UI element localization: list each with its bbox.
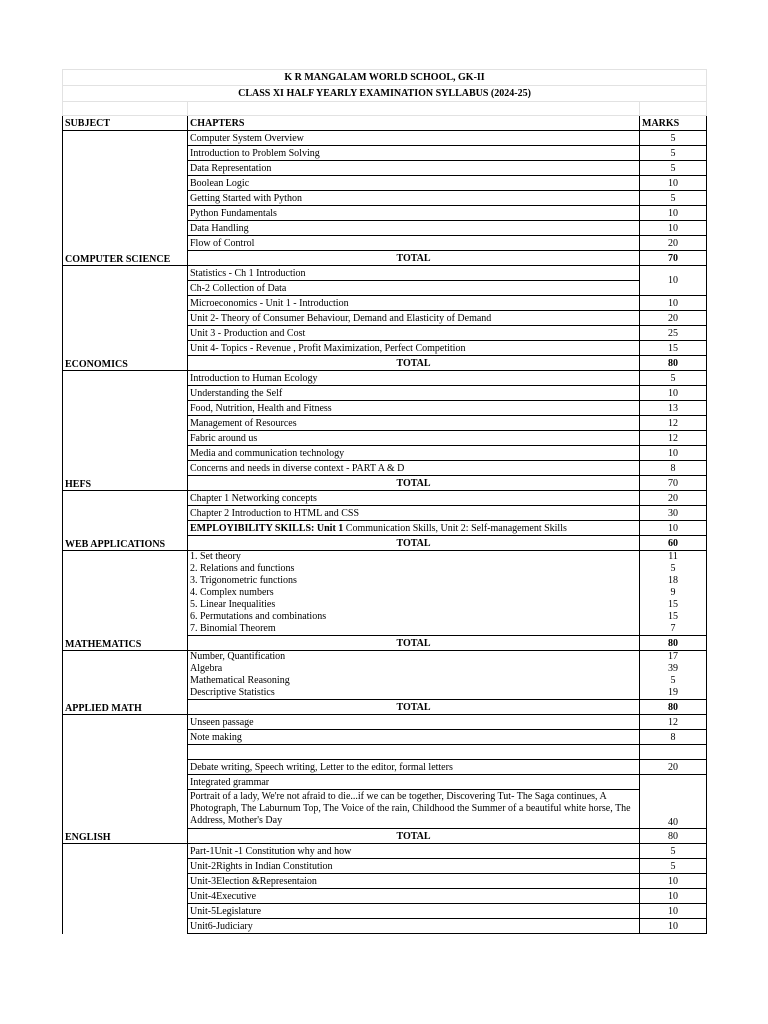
total-label: TOTAL [188, 700, 640, 715]
chapter-cell: Unseen passage [188, 715, 640, 730]
total-marks: 80 [640, 356, 707, 371]
marks-cell [640, 745, 707, 760]
marks-cell: 40 [640, 775, 707, 829]
total-marks: 80 [640, 636, 707, 651]
chapter-cell: Data Representation [188, 161, 640, 176]
subject-economics: ECONOMICS [63, 266, 188, 371]
employability-text: Communication Skills, Unit 2: Self-management Skills [343, 522, 567, 534]
list-item: 6. Permutations and combinations [190, 611, 327, 622]
table-row [63, 551, 707, 636]
subject-cell [63, 844, 188, 934]
marks-cell: 10 [640, 904, 707, 919]
marks-cell: 20 [640, 760, 707, 775]
marks-cell: 10 [640, 266, 707, 296]
chapter-cell: Getting Started with Python [188, 191, 640, 206]
marks-cell: 20 [640, 491, 707, 506]
marks-cell: 5 [640, 859, 707, 874]
table-row [63, 651, 707, 700]
chapter-cell: Concerns and needs in diverse context - PART A & D [188, 461, 640, 476]
list-item: 5. Linear Inequalities [190, 599, 276, 610]
marks-cell: 12 [640, 715, 707, 730]
marks-cell: 13 [640, 401, 707, 416]
chapter-cell: Food, Nutrition, Health and Fitness [188, 401, 640, 416]
table-row [63, 266, 707, 281]
table-row [63, 371, 707, 386]
list-item: 11 [668, 551, 678, 562]
chapter-cell: Chapter 1 Networking concepts [188, 491, 640, 506]
chapter-cell: Introduction to Problem Solving [188, 146, 640, 161]
table-row [63, 131, 707, 146]
column-header-chapters: CHAPTERS [188, 116, 640, 131]
employability-label: EMPLOYIBILITY SKILLS: Unit 1 [190, 522, 344, 534]
total-label: TOTAL [188, 536, 640, 551]
list-item: 18 [668, 575, 679, 586]
chapter-cell: Unit-3Election &Representaion [188, 874, 640, 889]
chapter-cell: Statistics - Ch 1 Introduction [188, 266, 640, 281]
list-item: 17 [668, 651, 679, 662]
marks-cell: 30 [640, 506, 707, 521]
chapter-cell: Media and communication technology [188, 446, 640, 461]
chapter-cell: Unit 2- Theory of Consumer Behaviour, Demand and Elasticity of Demand [188, 311, 640, 326]
total-label: TOTAL [188, 476, 640, 491]
chapter-cell: Python Fundamentals [188, 206, 640, 221]
list-item: 7. Binomial Theorem [190, 623, 276, 634]
marks-cell: 10 [640, 446, 707, 461]
list-item: 9 [670, 587, 676, 598]
marks-cell: 12 [640, 431, 707, 446]
chapter-list [188, 651, 640, 700]
list-item: Number, Quantification [190, 651, 286, 662]
total-label: TOTAL [188, 636, 640, 651]
chapter-cell: Understanding the Self [188, 386, 640, 401]
chapter-cell: Microeconomics - Unit 1 - Introduction [188, 296, 640, 311]
marks-cell: 5 [640, 371, 707, 386]
chapter-cell: Note making [188, 730, 640, 745]
subject-web-applications: WEB APPLICATIONS [63, 491, 188, 551]
syllabus-title: CLASS XI HALF YEARLY EXAMINATION SYLLABUS (2024-25) [63, 86, 707, 102]
column-header-subject: SUBJECT [63, 116, 188, 131]
chapter-cell: Debate writing, Speech writing, Letter to the editor, formal letters [188, 760, 640, 775]
syllabus-table [62, 69, 707, 934]
marks-cell: 15 [640, 341, 707, 356]
marks-cell: 5 [640, 191, 707, 206]
chapter-cell: Unit-2Rights in Indian Constitution [188, 859, 640, 874]
subject-english: ENGLISH [63, 715, 188, 844]
chapter-cell: Unit 4- Topics - Revenue , Profit Maximization, Perfect Competition [188, 341, 640, 356]
total-label: TOTAL [188, 356, 640, 371]
marks-cell: 10 [640, 889, 707, 904]
marks-cell: 5 [640, 161, 707, 176]
chapter-cell: Ch-2 Collection of Data [188, 281, 640, 296]
marks-cell: 10 [640, 206, 707, 221]
chapter-cell [188, 745, 640, 760]
subject-hefs: HEFS [63, 371, 188, 491]
table-row [63, 844, 707, 859]
school-name: K R MANGALAM WORLD SCHOOL, GK-II [63, 70, 707, 86]
chapter-cell: Fabric around us [188, 431, 640, 446]
chapter-cell [188, 521, 640, 536]
marks-cell: 20 [640, 311, 707, 326]
subject-computer-science: COMPUTER SCIENCE [63, 131, 188, 266]
marks-cell: 5 [640, 131, 707, 146]
list-item: 5 [670, 563, 676, 574]
chapter-cell: Unit 3 - Production and Cost [188, 326, 640, 341]
list-item: 19 [668, 687, 679, 698]
chapter-cell: Portrait of a lady, We're not afraid to die...if we can be together, Discovering Tut- The Saga continues, A Photograph, The Laburnum Top, The Voice of the rain, Childhood the Summer of a beautiful white horse, The Address, Mother's Day [188, 790, 640, 829]
table-row [63, 491, 707, 506]
list-item: Descriptive Statistics [190, 687, 275, 698]
chapter-cell: Computer System Overview [188, 131, 640, 146]
total-marks: 70 [640, 476, 707, 491]
list-item: 4. Complex numbers [190, 587, 274, 598]
chapter-cell: Part-1Unit -1 Constitution why and how [188, 844, 640, 859]
marks-cell: 25 [640, 326, 707, 341]
list-item: 15 [668, 599, 679, 610]
marks-cell: 5 [640, 844, 707, 859]
marks-list [640, 651, 707, 700]
marks-list [640, 551, 707, 636]
total-marks: 70 [640, 251, 707, 266]
total-marks: 60 [640, 536, 707, 551]
marks-cell: 10 [640, 221, 707, 236]
marks-cell: 5 [640, 146, 707, 161]
column-header-marks: MARKS [640, 116, 707, 131]
list-item: 2. Relations and functions [190, 563, 295, 574]
total-marks: 80 [640, 829, 707, 844]
marks-cell: 12 [640, 416, 707, 431]
chapter-cell: Unit6-Judiciary [188, 919, 640, 934]
marks-cell: 10 [640, 521, 707, 536]
marks-cell: 8 [640, 730, 707, 745]
chapter-cell: Boolean Logic [188, 176, 640, 191]
list-item: 3. Trigonometric functions [190, 575, 297, 586]
total-marks: 80 [640, 700, 707, 715]
chapter-cell: Chapter 2 Introduction to HTML and CSS [188, 506, 640, 521]
chapter-cell: Management of Resources [188, 416, 640, 431]
subject-mathematics: MATHEMATICS [63, 551, 188, 651]
marks-cell: 10 [640, 176, 707, 191]
list-item: 5 [670, 675, 676, 686]
chapter-cell: Unit-4Executive [188, 889, 640, 904]
list-item: Mathematical Reasoning [190, 675, 290, 686]
chapter-cell: Introduction to Human Ecology [188, 371, 640, 386]
chapter-cell: Data Handling [188, 221, 640, 236]
list-item: 39 [668, 663, 679, 674]
chapter-cell: Flow of Control [188, 236, 640, 251]
marks-cell: 10 [640, 386, 707, 401]
list-item: 15 [668, 611, 679, 622]
marks-cell: 10 [640, 874, 707, 889]
chapter-list [188, 551, 640, 636]
marks-cell: 10 [640, 296, 707, 311]
chapter-cell: Unit-5Legislature [188, 904, 640, 919]
marks-cell: 20 [640, 236, 707, 251]
total-label: TOTAL [188, 829, 640, 844]
marks-cell: 8 [640, 461, 707, 476]
list-item: Algebra [190, 663, 223, 674]
list-item: 7 [670, 623, 676, 634]
list-item: 1. Set theory [190, 551, 241, 562]
column-header-row [63, 116, 707, 131]
chapter-cell: Integrated grammar [188, 775, 640, 790]
marks-cell: 10 [640, 919, 707, 934]
subject-applied-math: APPLIED MATH [63, 651, 188, 715]
table-row [63, 715, 707, 730]
total-label: TOTAL [188, 251, 640, 266]
